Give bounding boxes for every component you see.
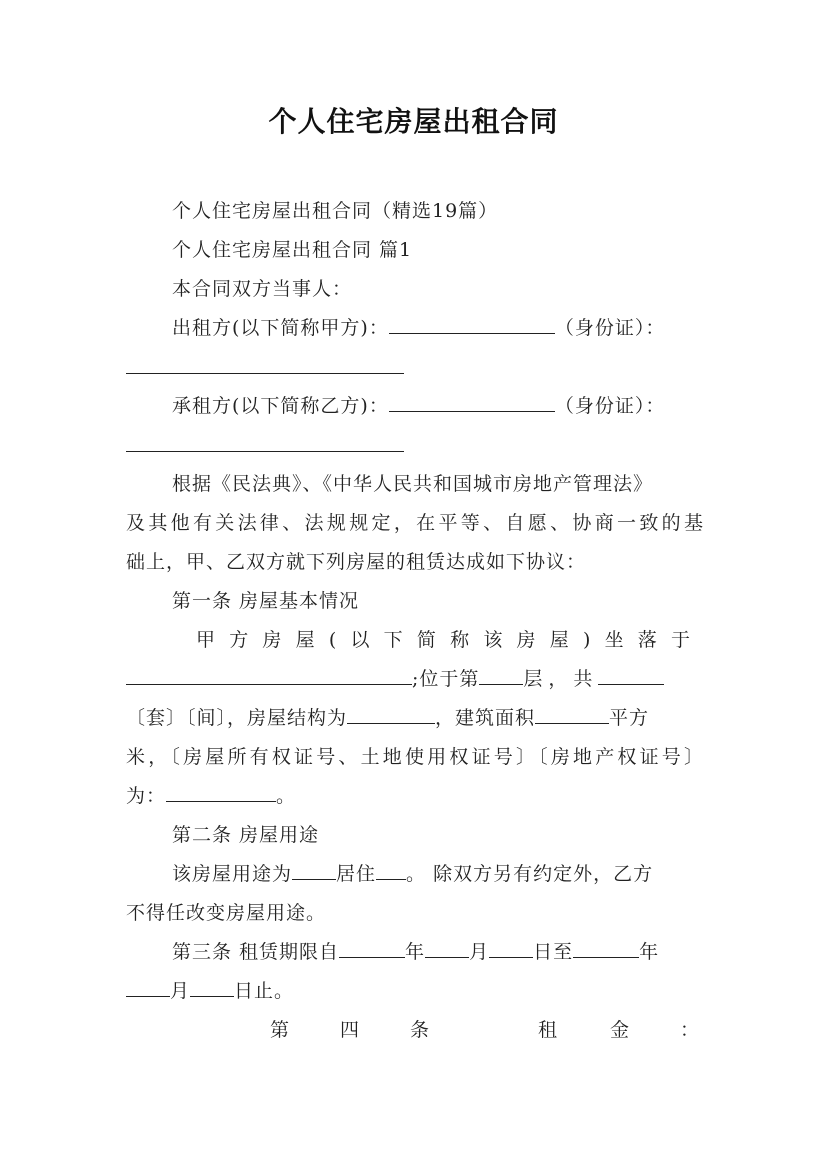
- article-3-line-2: [126, 978, 704, 1004]
- cert-blank: [166, 783, 276, 802]
- floor-label: ;位于第: [412, 668, 480, 690]
- article-1-line-2: [126, 666, 704, 692]
- usage-blank-1: [292, 861, 336, 880]
- lessee-label: 承租方(以下简称乙方)：: [172, 395, 389, 417]
- start-day-blank: [489, 939, 533, 958]
- article-2-line-1: [172, 861, 704, 887]
- lessor-name-blank: [389, 315, 555, 334]
- article-1-line-3: [126, 705, 704, 731]
- term-label: 第三条 租赁期限自: [172, 941, 340, 963]
- end-year-label: 年: [639, 941, 660, 963]
- lessee-name-blank: [389, 393, 555, 412]
- article-2-title: 第二条 房屋用途: [172, 824, 320, 846]
- area-blank: [535, 705, 609, 724]
- start-year-blank: [339, 939, 405, 958]
- article-1-line-1: 甲方房屋(以下简称该房屋)坐落于: [196, 629, 704, 651]
- usage-blank-2: [376, 861, 406, 880]
- total-floor-blank: [598, 666, 664, 685]
- start-month-blank: [425, 939, 469, 958]
- article-1-line-5: [126, 783, 704, 809]
- lessee-id-blank: [126, 451, 404, 452]
- chapter-heading: 个人住宅房屋出租合同 篇1: [172, 239, 413, 261]
- cert-end: 。: [276, 785, 297, 807]
- area-unit: 平方: [609, 707, 650, 729]
- start-year-label: 年: [405, 941, 426, 963]
- usage-rest: 。 除双方另有约定外，乙方: [406, 863, 654, 885]
- article-4-char-6: ：: [680, 1019, 701, 1041]
- article-4-char-2: 四: [340, 1019, 361, 1041]
- article-3-line-1: [172, 939, 704, 965]
- floor-blank: [479, 666, 523, 685]
- structure-blank: [347, 705, 435, 724]
- article-4-char-3: 条: [410, 1019, 431, 1041]
- article-4-char-4: 租: [538, 1019, 559, 1041]
- start-month-label: 月: [469, 941, 490, 963]
- lessor-label: 出租方(以下简称甲方)：: [172, 317, 389, 339]
- article-4-char-1: 第: [270, 1019, 291, 1041]
- article-4-char-5: 金: [610, 1019, 631, 1041]
- basis-line-2: 及其他有关法律、法规规定，在平等、自愿、协商一致的基: [126, 512, 704, 534]
- end-day-label: 日止。: [234, 980, 295, 1002]
- end-day-blank: [190, 978, 234, 997]
- location-blank: [126, 666, 412, 685]
- subtitle: 个人住宅房屋出租合同（精选19篇）: [172, 200, 499, 222]
- article-2-line-2: 不得任改变房屋用途。: [126, 902, 327, 924]
- end-year-blank: [573, 939, 639, 958]
- basis-line-3: 础上，甲、乙双方就下列房屋的租赁达成如下协议：: [126, 551, 587, 573]
- cert-label: 为：: [126, 785, 167, 807]
- usage-label: 该房屋用途为: [172, 863, 293, 885]
- article-1-line-4: 米，〔房屋所有权证号、土地使用权证号〕〔房地产权证号〕: [126, 746, 704, 768]
- lessor-id-label: （身份证）：: [554, 317, 666, 339]
- structure-label: 〔套〕〔间〕，房屋结构为: [126, 707, 348, 729]
- lessee-id-label: （身份证）：: [554, 395, 666, 417]
- lessor-id-blank: [126, 373, 404, 374]
- total-floor-label: 层，共: [523, 668, 599, 690]
- end-month-label: 月: [170, 980, 191, 1002]
- usage-value: 居住: [336, 863, 377, 885]
- start-day-label: 日至: [533, 941, 574, 963]
- article-1-title: 第一条 房屋基本情况: [172, 590, 360, 612]
- basis-line-1: 根据《民法典》、《中华人民共和国城市房地产管理法》: [172, 473, 654, 495]
- document-title: 个人住宅房屋出租合同: [268, 105, 559, 138]
- lessor-line: [172, 315, 704, 341]
- parties-intro: 本合同双方当事人：: [172, 278, 353, 300]
- end-month-blank: [126, 978, 170, 997]
- lessee-line: [172, 393, 704, 419]
- area-label: ，建筑面积: [435, 707, 536, 729]
